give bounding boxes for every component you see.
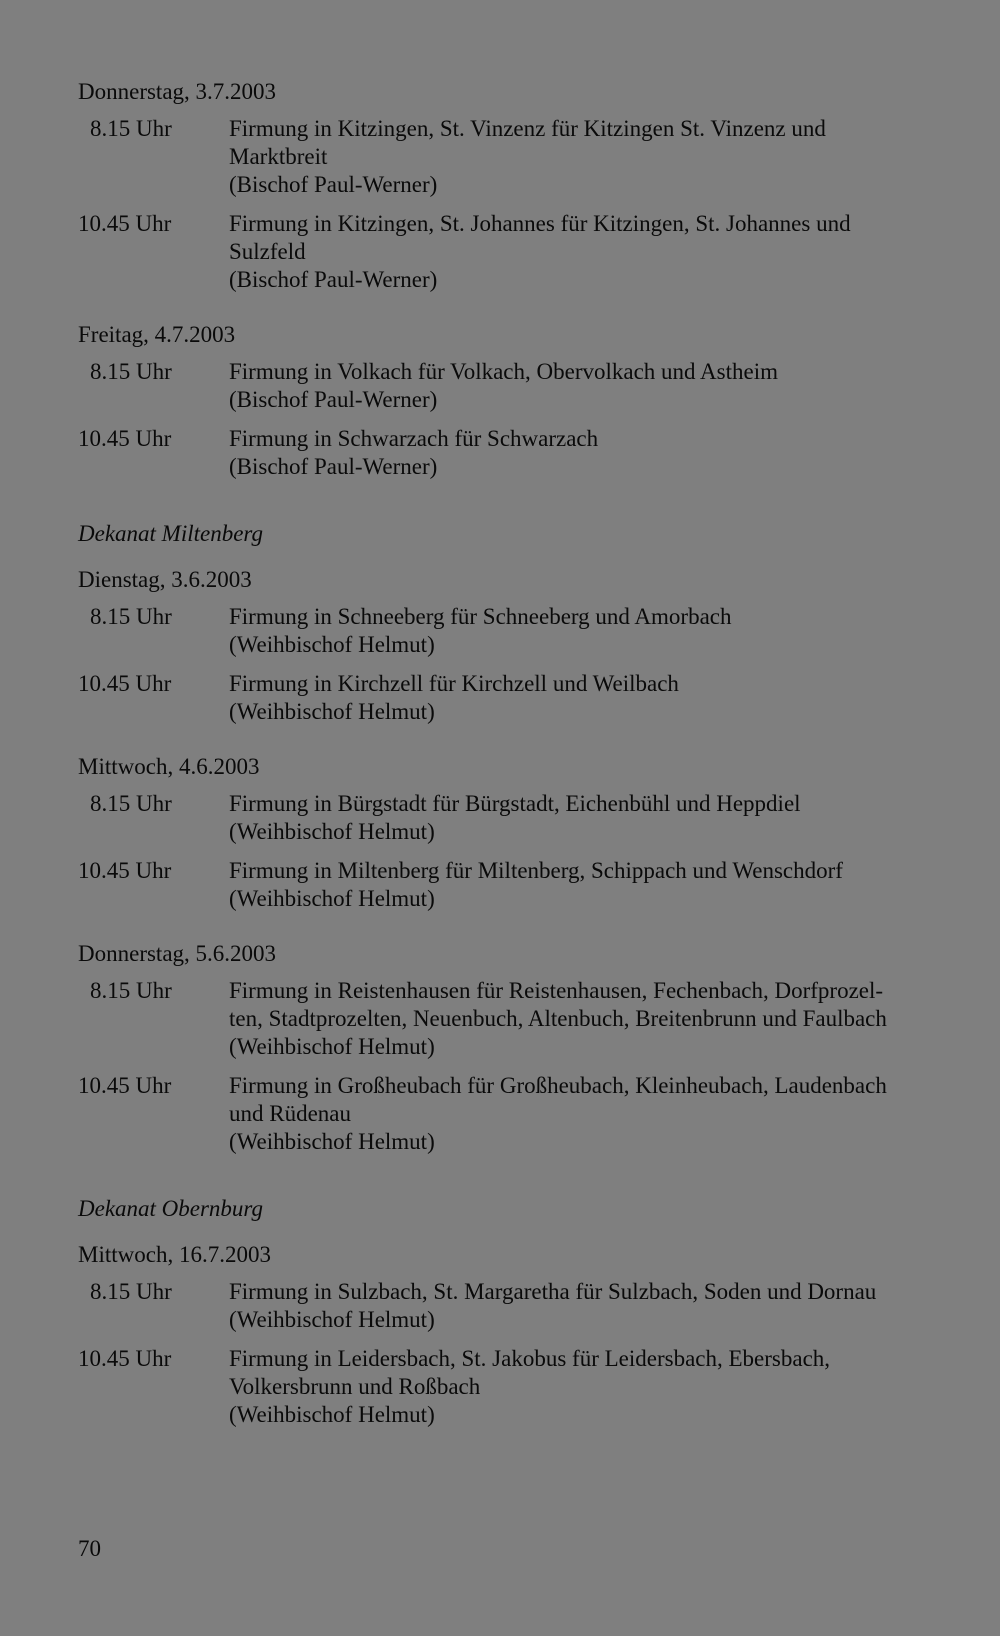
entry-description	[229, 1278, 968, 1334]
day-heading: Freitag, 4.7.2003	[78, 322, 236, 347]
entry-description	[229, 1345, 968, 1429]
section-miltenberg	[78, 520, 968, 1156]
entry-line: (Bischof Paul-Werner)	[229, 267, 438, 292]
entry-line: Firmung in Kitzingen, St. Vinzenz für Kitzingen St. Vinzenz und	[229, 116, 826, 141]
entry-time: 8.15 Uhr	[90, 116, 172, 141]
entry-line: ten, Stadtprozelten, Neuenbuch, Altenbuch, Breitenbrunn und Faulbach	[229, 1006, 887, 1031]
entry-time: 8.15 Uhr	[90, 791, 172, 816]
day-block	[78, 566, 968, 726]
schedule-entry	[78, 857, 968, 913]
entry-line: Firmung in Sulzbach, St. Margaretha für Sulzbach, Soden und Dornau	[229, 1279, 877, 1304]
schedule-entry	[78, 603, 968, 659]
entry-line: (Weihbischof Helmut)	[229, 1402, 435, 1427]
entry-line: Firmung in Bürgstadt für Bürgstadt, Eichenbühl und Heppdiel	[229, 791, 801, 816]
schedule-entry	[78, 670, 968, 726]
entry-time: 8.15 Uhr	[90, 1279, 172, 1304]
page-number: 70	[78, 1536, 101, 1561]
schedule-entry	[78, 358, 968, 414]
entry-description	[229, 977, 968, 1061]
entry-line: (Weihbischof Helmut)	[229, 886, 435, 911]
entry-time: 8.15 Uhr	[90, 604, 172, 629]
entry-line: Sulzfeld	[229, 239, 306, 264]
entry-line: Firmung in Leidersbach, St. Jakobus für Leidersbach, Ebersbach,	[229, 1346, 831, 1371]
entry-line: und Rüdenau	[229, 1101, 352, 1126]
schedule-entry	[78, 1345, 968, 1429]
entry-description	[229, 1072, 968, 1156]
entry-time: 10.45 Uhr	[78, 1346, 172, 1371]
schedule-entry	[78, 210, 968, 294]
section-obernburg	[78, 1195, 968, 1429]
entry-time: 10.45 Uhr	[78, 1073, 172, 1098]
entry-line: Firmung in Kitzingen, St. Johannes für Kitzingen, St. Johannes und	[229, 211, 851, 236]
entry-description	[229, 790, 968, 846]
entry-description	[229, 857, 968, 913]
entry-line: (Weihbischof Helmut)	[229, 1307, 435, 1332]
entry-description	[229, 358, 968, 414]
entry-line: (Weihbischof Helmut)	[229, 1034, 435, 1059]
entry-line: Firmung in Schneeberg für Schneeberg und Amorbach	[229, 604, 732, 629]
entry-time: 10.45 Uhr	[78, 671, 172, 696]
entry-description	[229, 115, 968, 199]
schedule-entry	[78, 1278, 968, 1334]
entry-description	[229, 603, 968, 659]
schedule-entry	[78, 1072, 968, 1156]
entry-line: (Weihbischof Helmut)	[229, 699, 435, 724]
day-heading: Mittwoch, 4.6.2003	[78, 754, 260, 779]
schedule-entry	[78, 977, 968, 1061]
entry-line: Firmung in Miltenberg für Miltenberg, Schippach und Wenschdorf	[229, 858, 843, 883]
entry-line: (Weihbischof Helmut)	[229, 1129, 435, 1154]
day-block	[78, 1241, 968, 1429]
schedule-entry	[78, 425, 968, 481]
entry-line: (Weihbischof Helmut)	[229, 819, 435, 844]
day-block	[78, 940, 968, 1156]
entry-time: 10.45 Uhr	[78, 426, 172, 451]
entry-line: Marktbreit	[229, 144, 328, 169]
entry-line: (Bischof Paul-Werner)	[229, 172, 438, 197]
day-block	[78, 753, 968, 913]
day-block	[78, 321, 968, 481]
section-title: Dekanat Obernburg	[78, 1196, 264, 1221]
entry-line: Firmung in Schwarzach für Schwarzach	[229, 426, 599, 451]
entry-time: 10.45 Uhr	[78, 858, 172, 883]
entry-line: (Bischof Paul-Werner)	[229, 387, 438, 412]
day-heading: Dienstag, 3.6.2003	[78, 567, 252, 592]
entry-line: (Bischof Paul-Werner)	[229, 454, 438, 479]
entry-line: Volkersbrunn und Roßbach	[229, 1374, 481, 1399]
document-page	[78, 78, 968, 1440]
entry-line: Firmung in Großheubach für Großheubach, Kleinheubach, Laudenbach	[229, 1073, 887, 1098]
day-heading: Mittwoch, 16.7.2003	[78, 1242, 271, 1267]
entry-description	[229, 210, 968, 294]
schedule-entry	[78, 115, 968, 199]
entry-line: Firmung in Volkach für Volkach, Obervolkach und Astheim	[229, 359, 778, 384]
entry-line: (Weihbischof Helmut)	[229, 632, 435, 657]
day-heading: Donnerstag, 5.6.2003	[78, 941, 277, 966]
day-heading: Donnerstag, 3.7.2003	[78, 79, 277, 104]
entry-description	[229, 425, 968, 481]
entry-time: 8.15 Uhr	[90, 978, 172, 1003]
entry-time: 8.15 Uhr	[90, 359, 172, 384]
entry-time: 10.45 Uhr	[78, 211, 172, 236]
schedule-entry	[78, 790, 968, 846]
entry-line: Firmung in Reistenhausen für Reistenhausen, Fechenbach, Dorfprozel-	[229, 978, 884, 1003]
section-title: Dekanat Miltenberg	[78, 521, 264, 546]
entry-description	[229, 670, 968, 726]
entry-line: Firmung in Kirchzell für Kirchzell und Weilbach	[229, 671, 679, 696]
day-block	[78, 78, 968, 294]
